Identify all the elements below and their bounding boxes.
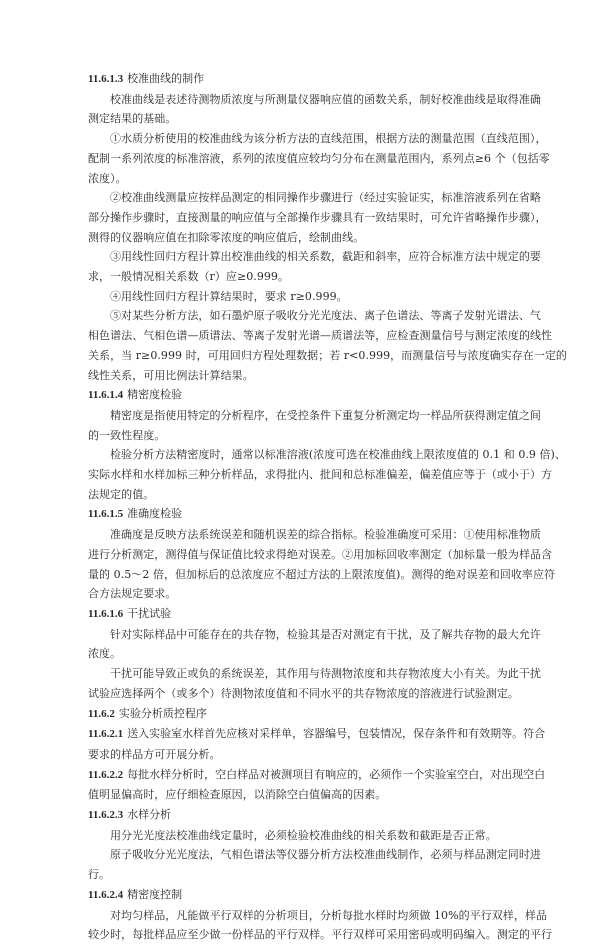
clause-text: 送入实验室水样首先应核对采样单，容器编号，包装情况，保存条件和有效期等。符合 [127, 727, 546, 741]
paragraph-line: 原子吸收分光光度法，气相色谱法等仪器分析方法校准曲线制作，必须与样品测定同时进 [110, 848, 541, 862]
clause-text: 每批水样分析时，空白样品对被测项目有响应的，必须作一个实验室空白，对出现空白 [127, 767, 546, 781]
paragraph-line: 干扰可能导致正或负的系统误差，其作用与待测物浓度和共存物浓度大小有关。为此干扰 [110, 667, 541, 681]
paragraph-line: 浓度。 [88, 647, 122, 661]
section-title: 精密度检验 [127, 388, 183, 402]
paragraph-line: ②校准曲线测量应按样品测定的相同操作步骤进行（经过实验证实，标准溶液系列在省略 [110, 191, 541, 205]
section-title: 精密度控制 [127, 887, 183, 901]
paragraph-line: 的一致性程度。 [88, 428, 166, 442]
section-number: 11.6.2 [88, 707, 115, 720]
paragraph-line: ③用线性回归方程计算出校准曲线的相关系数，截距和斜率，应符合标准方法中规定的要 [110, 250, 541, 264]
paragraph-line: 要求的样品方可开展分析。 [88, 747, 221, 761]
paragraph-line: 量的 0.5～2 倍，但加标后的总浓度应不超过方法的上限浓度值)。测得的绝对误差和回收率应符 [88, 567, 556, 581]
paragraph-line: 法规定的值。 [88, 487, 155, 501]
paragraph-line: 对均匀样品，凡能做平行双样的分析项目，分析每批水样时均须做 10%的平行双样，样品 [110, 908, 547, 922]
paragraph-line: 相色谱法、气相色谱—质谱法、等离子发射光谱—质谱法等，应检查测量信号与测定浓度的线性 [88, 329, 553, 343]
section-number: 11.6.1.4 [88, 389, 124, 402]
paragraph-line: 关系，当 r≥0.999 时，可用回归方程处理数据；若 r<0.999，而测量信号与浓度确实存在一定的 [88, 348, 567, 362]
paragraph-line: ⑤对某些分析方法，如石墨炉原子吸收分光光度法、离子色谱法、等离子发射光谱法、气 [110, 309, 541, 323]
section-heading [88, 69, 512, 90]
paragraph-line: 检验分析方法精密度时，通常以标准溶液(浓度可选在校准曲线上限浓度值的 0.1 和 0.9 倍)、 [110, 448, 566, 462]
paragraph-line: 线性关系，可用比例法计算结果。 [88, 368, 254, 382]
section-heading [88, 604, 512, 625]
section-heading [88, 704, 512, 725]
paragraph-line: 测得的仪器响应值在扣除零浓度的响应值后，绘制曲线。 [88, 230, 365, 244]
paragraph-line: 用分光光度法校准曲线定量时，必须检验校准曲线的相关系数和截距是否正常。 [110, 828, 497, 842]
section-number: 11.6.1.6 [88, 607, 124, 620]
paragraph-line: 合方法规定要求。 [88, 587, 177, 601]
section-title: 校准曲线的制作 [127, 72, 205, 85]
section-heading [88, 805, 512, 826]
section-heading [88, 504, 512, 525]
section-title: 干扰试验 [127, 606, 172, 620]
paragraph-line: 针对实际样品中可能存在的共存物，检验其是否对测定有干扰，及了解共存物的最大允许 [110, 627, 541, 641]
section-number: 11.6.1.5 [88, 508, 124, 521]
numbered-clause [88, 765, 546, 786]
numbered-clause [88, 724, 546, 745]
paragraph-line: 值明显偏高时，应仔细检查原因，以消除空白值偏高的因素。 [88, 788, 387, 802]
section-title: 水样分析 [127, 808, 172, 822]
paragraph-line: 测定结果的基础。 [88, 112, 177, 126]
paragraph-line: 准确度是反映方法系统误差和随机误差的综合指标。检验准确度可采用：①使用标准物质 [110, 528, 541, 542]
paragraph-line: 精密度是指使用特定的分析程序，在受控条件下重复分析测定均一样品所获得测定值之间 [110, 408, 541, 422]
section-number: 11.6.1.3 [88, 73, 124, 85]
paragraph-line: ①水质分析使用的校准曲线为该分析方法的直线范围，根据方法的测量范围（直线范围）， [110, 132, 547, 146]
paragraph-line: 部分操作步骤时，直接测量的响应值与全部操作步骤具有一致结果时，可允许省略操作步骤）， [88, 210, 547, 224]
section-heading [88, 385, 512, 406]
section-title: 实验分析质控程序 [118, 706, 207, 720]
paragraph-line: 行。 [88, 868, 111, 882]
section-number: 11.6.2.3 [88, 809, 124, 822]
section-heading [88, 885, 512, 906]
paragraph-line: 校准曲线是表述待测物质浓度与所测量仪器响应值的函数关系，制好校准曲线是取得准确 [110, 92, 541, 106]
paragraph-line: 进行分析测定，测得值与保证值比较求得绝对误差。②用加标回收率测定（加标量一般为样品含 [88, 547, 553, 561]
section-title: 准确度检验 [127, 507, 183, 521]
section-number: 11.6.2.1 [88, 728, 124, 741]
paragraph-line: 实际水样和水样加标三种分析样品，求得批内、批间和总标准偏差，偏差值应等于（或小于）方 [88, 468, 553, 482]
paragraph-line: 浓度）。 [88, 171, 127, 185]
document-page [88, 69, 567, 945]
paragraph-line: 求，一般情况相关系数（r）应≥0.999。 [88, 270, 290, 284]
paragraph-line: 试验应选择两个（或多个）待测物浓度值和不同水平的共存物浓度的溶液进行试验测定。 [88, 686, 519, 700]
section-number: 11.6.2.2 [88, 768, 124, 781]
paragraph-line: 较少时，每批样品应至少做一份样品的平行双样。平行双样可采用密码或明码编入。测定的平行 [88, 928, 553, 942]
paragraph-line: ④用线性回归方程计算结果时，要求 r≥0.999。 [110, 289, 348, 303]
section-number: 11.6.2.4 [88, 888, 124, 901]
paragraph-line: 配制一系列浓度的标准溶液，系列的浓度值应较均匀分布在测量范围内，系列点≥6 个（包括零 [88, 151, 550, 165]
